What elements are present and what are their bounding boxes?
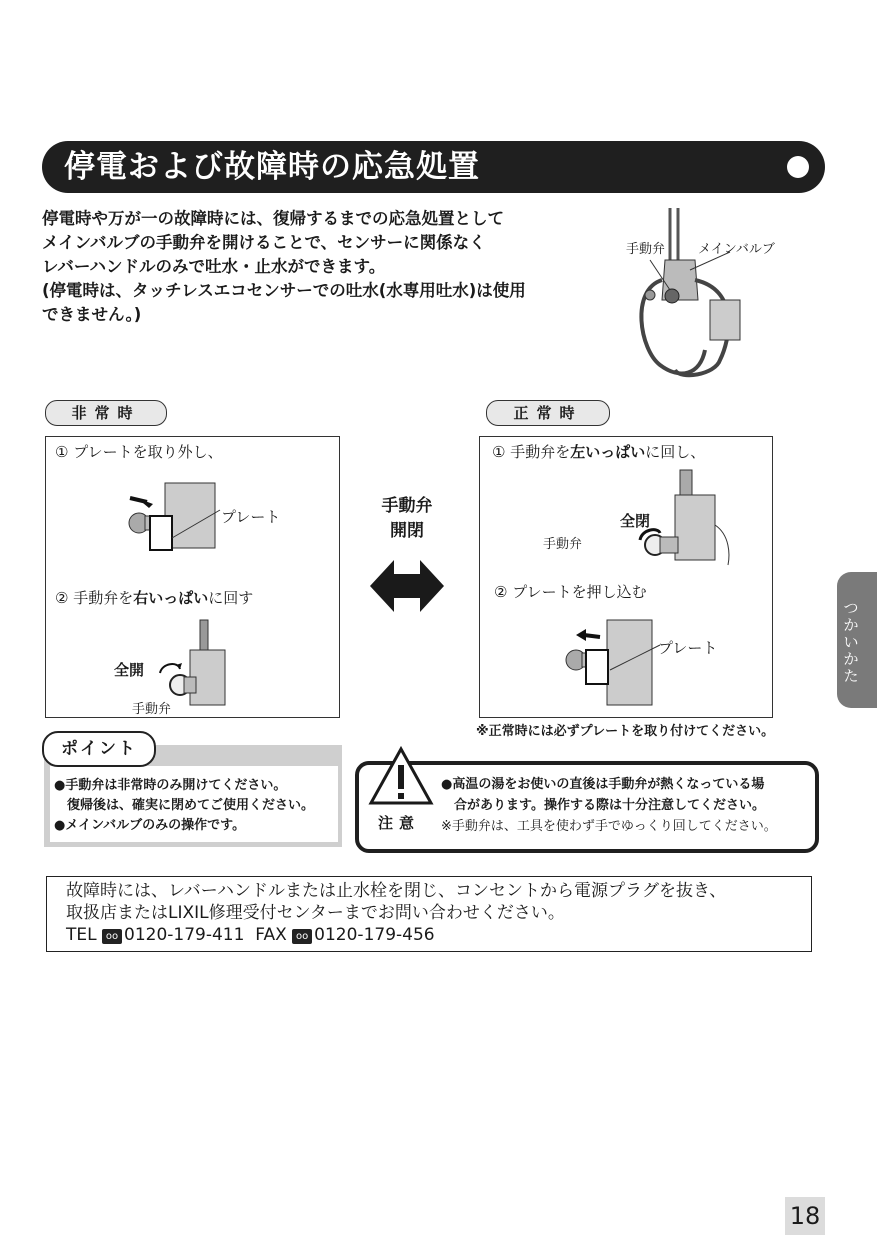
contact-line1: 故障時には、レバーハンドルまたは止水栓を閉じ、コンセントから電源プラグを抜き、: [66, 881, 727, 901]
emergency-tag: 非常時: [45, 400, 167, 426]
fax-label: FAX: [255, 925, 287, 945]
main-valve-illustration: [620, 200, 790, 385]
plate-removal-illustration: [125, 478, 225, 553]
emergency-valve-label: 手動弁: [132, 702, 172, 717]
intro-line: メインバルブの手動弁を開けることで、センサーに関係なく: [42, 233, 486, 252]
tel-number[interactable]: 0120-179-411: [124, 925, 245, 945]
top-valve-label: 手動弁: [626, 242, 666, 257]
page-title: 停電および故障時の応急処置: [64, 149, 480, 185]
normal-tag: 正常時: [486, 400, 610, 426]
emergency-open-label: 全開: [114, 661, 145, 679]
emergency-step2-pre: ② 手動弁を: [55, 589, 134, 607]
intro-line: レバーハンドルのみで吐水・止水ができます。: [42, 257, 386, 276]
side-tab-label: つかいかた: [843, 599, 859, 685]
caution-line: 合があります。操作する際は十分注意してください。: [441, 798, 765, 813]
free-dial-icon: oo: [102, 929, 122, 944]
caution-line: ●高温の湯をお使いの直後は手動弁が熱くなっている場: [441, 777, 765, 792]
caution-line: ※手動弁は、工具を使わず手でゆっくり回してください。: [441, 819, 777, 834]
top-main-valve-label: メインバルブ: [698, 242, 775, 257]
title-dot-icon: [787, 156, 809, 178]
warning-triangle-icon: [368, 745, 434, 807]
double-arrow-icon: [370, 558, 444, 614]
normal-step2: ② プレートを押し込む: [494, 583, 647, 601]
caution-lines: [441, 774, 777, 837]
normal-step1-bold: 左いっぱい: [570, 443, 646, 461]
intro-line: できません。): [42, 305, 142, 324]
intro-line: 停電時や万が一の故障時には、復帰するまでの応急処置として: [42, 209, 504, 228]
normal-step1: [492, 441, 705, 462]
free-dial-icon: oo: [292, 929, 312, 944]
contact-lines: [66, 880, 726, 946]
normal-step1-post: に回し、: [645, 443, 706, 461]
contact-phone-line: [66, 924, 726, 946]
tel-label: TEL: [66, 925, 97, 945]
emergency-step2-bold: 右いっぱい: [133, 589, 209, 607]
point-lines: [54, 776, 314, 836]
emergency-plate-label: プレート: [221, 508, 281, 526]
point-line: ●メインバルブのみの操作です。: [54, 818, 246, 833]
normal-plate-label: プレート: [658, 639, 718, 657]
normal-note: ※正常時には必ずプレートを取り付けてください。: [476, 724, 775, 739]
page-number: 18: [785, 1197, 825, 1235]
emergency-step2-post: に回す: [208, 589, 254, 607]
contact-line2: 取扱店またはLIXIL修理受付センターまでお問い合わせください。: [66, 903, 565, 923]
point-line: ●手動弁は非常時のみ開けてください。: [54, 778, 287, 793]
caution-label: 注意: [378, 814, 421, 832]
fax-number: 0120-179-456: [314, 925, 435, 945]
normal-closed-label: 全閉: [620, 512, 651, 530]
normal-valve-label: 手動弁: [543, 537, 583, 552]
valve-open-illustration: [150, 615, 235, 710]
emergency-step2: [55, 587, 253, 608]
intro-line: (停電時は、タッチレスエコセンサーでの吐水(水専用吐水)は使用: [42, 281, 526, 300]
center-label-line1: 手動弁: [381, 496, 433, 516]
plate-push-illustration: [562, 615, 662, 710]
emergency-step1: ① プレートを取り外し、: [55, 443, 223, 461]
point-tag: ポイント: [42, 731, 156, 767]
center-label: [362, 494, 452, 544]
point-line: 復帰後は、確実に閉めてご使用ください。: [54, 798, 315, 813]
normal-step1-pre: ① 手動弁を: [492, 443, 571, 461]
center-label-line2: 開閉: [390, 521, 424, 541]
intro-text: [42, 207, 602, 327]
